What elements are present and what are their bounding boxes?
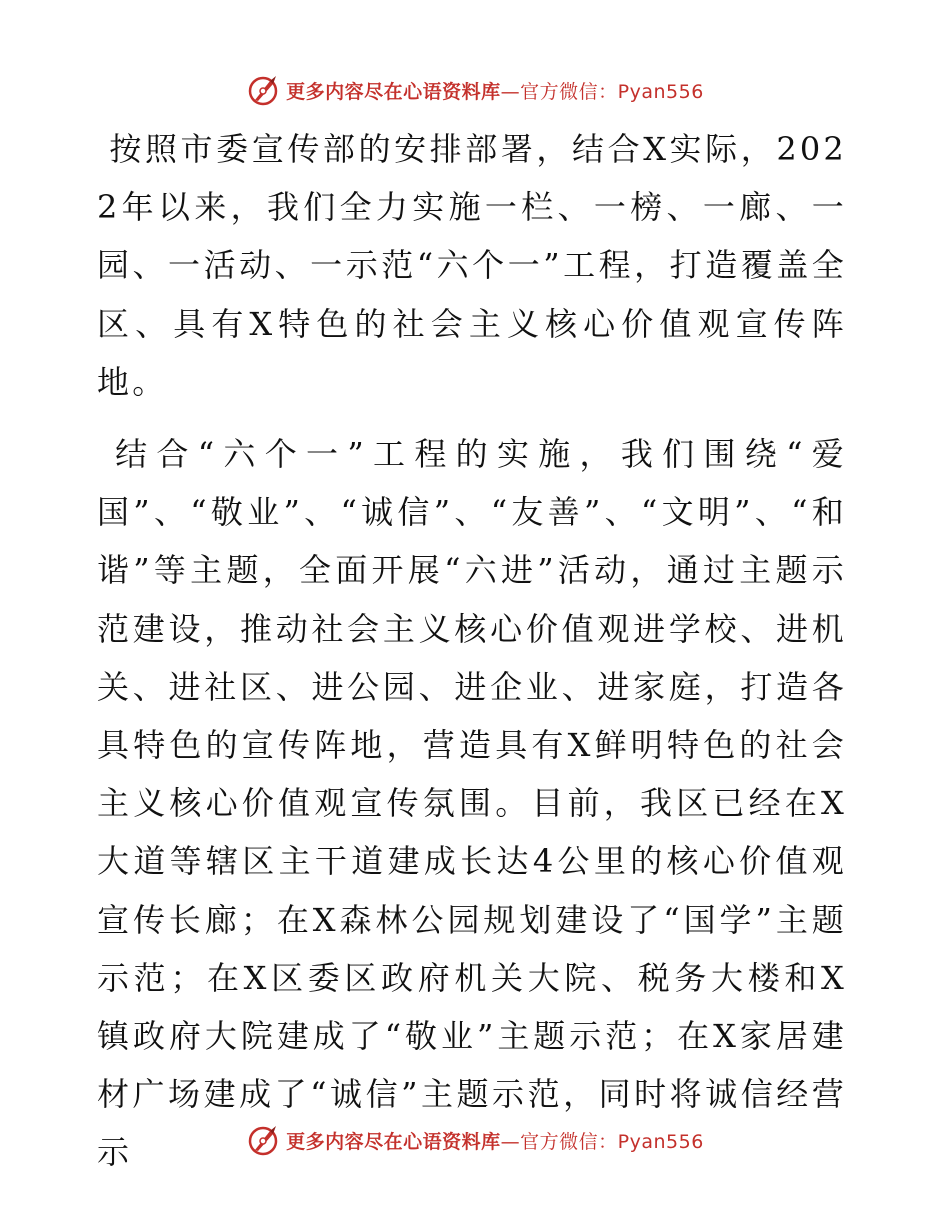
watermark-site-footer: 更多内容尽在心语资料库 bbox=[286, 1130, 501, 1153]
paragraph-1-text: 按照市委宣传部的安排部署，结合X实际，2022年以来，我们全力实施一栏、一榜、一廊、一园、一活动、一示范“六个一”工程，打造覆盖全区、具有X特色的社会主义核心价值观宣传阵地。 bbox=[97, 130, 847, 401]
watermark-wechat-footer: 官方微信：Pyan556 bbox=[520, 1130, 704, 1153]
header-watermark bbox=[0, 70, 950, 110]
footer-watermark bbox=[0, 1120, 950, 1160]
watermark-site: 更多内容尽在心语资料库 bbox=[286, 80, 501, 103]
watermark-group bbox=[246, 73, 704, 107]
watermark-text bbox=[286, 77, 704, 104]
paragraph-1 bbox=[97, 120, 847, 411]
watermark-dash-footer: — bbox=[500, 1130, 521, 1153]
watermark-group-footer bbox=[246, 1123, 704, 1157]
quill-pen-logo-icon bbox=[246, 73, 280, 107]
paragraph-2-text: 结合“六个一”工程的实施，我们围绕“爱国”、“敬业”、“诚信”、“友善”、“文明”、“和谐”等主题，全面开展“六进”活动，通过主题示范建设，推动社会主义核心价值观进学校、进机关、进社区、进公园、进企业、进家庭，打造各具特色的宣传阵地，营造具有X鲜明特色的社会主义核心价值观宣传氛围。目前，我区已经在X大道等辖区主干道建成长达4公里的核心价值观宣传长廊；在X森林公园规划建设了“国学”主题示范；在X区委区政府机关大院、税务大楼和X镇政府大院建成了“敬业”主题示范；在X家居建材广场建成了“诚信”主题示范，同时将诚信经营示 bbox=[97, 435, 847, 1172]
paragraph-2 bbox=[97, 425, 847, 1182]
watermark-text-footer bbox=[286, 1127, 704, 1154]
quill-pen-logo-icon bbox=[246, 1123, 280, 1157]
document-body bbox=[97, 120, 847, 1182]
watermark-dash: — bbox=[500, 80, 521, 103]
watermark-wechat: 官方微信：Pyan556 bbox=[520, 80, 704, 103]
